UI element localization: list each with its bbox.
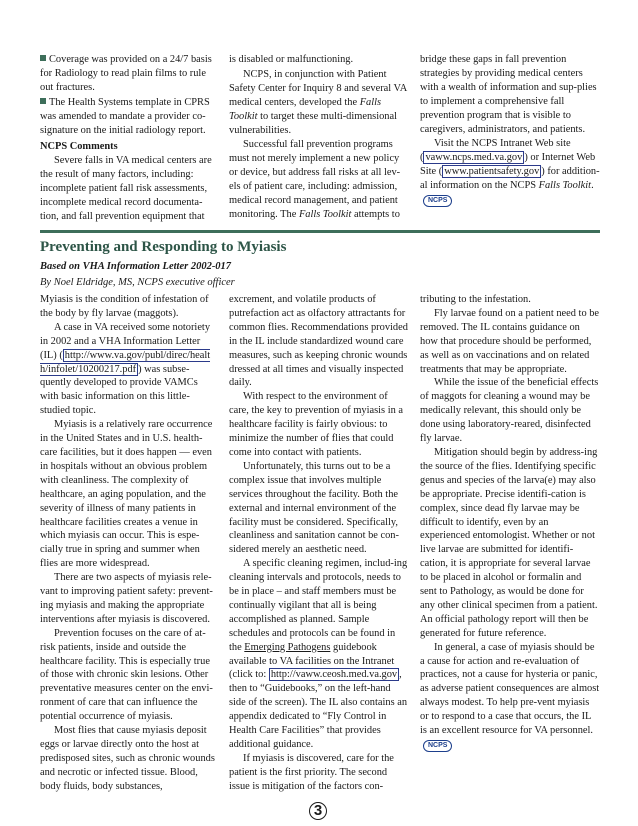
- article-subtitle: Based on VHA Information Letter 2002-017: [40, 261, 232, 272]
- article-column-1: [40, 293, 218, 794]
- top-column-2: [229, 53, 409, 222]
- paragraph: Prevention focuses on the care of at-risk patients, inside and outside the healthcare facility. This is especially true of those with chronic skin lesions. Other preventative measures center on the envi-ronment of care that can influence the potential occurrence of myiasis.: [40, 627, 213, 723]
- paragraph: Severe falls in VA medical centers are the result of many factors, including: incomplete patient fall risk assessments, incomplete medical record documenta-tion, and fall prevention equipment that: [40, 155, 212, 222]
- paragraph: In general, a case of myiasis should be a cause for action and re-evaluation of practices, not a cause for hysteria or panic, as adverse patient consequences are almost always modest. To help pre-vent myiasis or to respond to a case that occurs, the IL is an excellent resource for VA personnel.NCPS: [420, 641, 600, 752]
- page-number: 3: [308, 802, 328, 820]
- article-column-3: [420, 293, 600, 752]
- paragraph: A specific cleaning regimen, includ-ing cleaning intervals and protocols, needs to be in place – and staff members must be continually vigilant that all is being accomplished as planned. Sample schedules and protocols can be found in the Emerging Pathogens guidebook available to VA facilities on the Intranet (click to: http://vaww.ceosh.med.va.gov , then to “Guidebooks,” on the left-hand side of the screen). The IL also contains an appendix dedicated to “Fly Control in Health Care Facilities” that provides additional guidance.: [229, 558, 408, 750]
- ncps-logo-icon: NCPS: [423, 195, 452, 207]
- article-byline: By Noel Eldridge, MS, NCPS executive officer: [40, 277, 235, 288]
- bullet-item: Coverage was provided on a 24/7 basis for Radiology to read plain films to rule out fractures.: [40, 54, 212, 93]
- article-column-2: [229, 293, 409, 794]
- paragraph: Myiasis is a relatively rare occurrence in the United States and in U.S. health-care facilities, but it does happen — even in hospitals without an obvious problem with cleanliness. The complexity of healthcare, an aging population, and the severity of illness of many patients in healthcare facilities creates a venue in which myiasis can occur. This is espe-cially true in spring and summer when flies are more widespread.: [40, 419, 213, 570]
- paragraph: With respect to the environment of care, the key to prevention of myiasis in a healthcare facility is fairly obvious: to minimize the number of flies that could come into contact with patients.: [229, 391, 403, 458]
- paragraph: A case in VA received some notoriety in 2002 and a VHA Information Letter (IL) ( http://www.va.gov/publ/direc/health/infolet/10200217.pdf ) was subse-quently developed to provide VAMCs with basic information on this little-studied topic.: [40, 321, 211, 417]
- article-title: Preventing and Responding to Myiasis: [40, 239, 287, 255]
- paragraph: NCPS, in conjunction with Patient Safety Center for Inquiry 8 and several VA medical centers, developed the Falls Toolkit to target these multi-dimensional vulnerabilities.: [229, 68, 407, 136]
- paragraph: Fly larvae found on a patient need to be removed. The IL contains guidance on how that procedure should be performed, as well as on vaccinations and on related treatments that may be appropriate.: [420, 307, 600, 375]
- bullet-item: The Health Systems template in CPRS was amended to mandate a provider co-signature on the initial radiology report.: [40, 96, 210, 136]
- section-heading: NCPS Comments: [40, 141, 118, 153]
- ncps-logo-icon: NCPS: [423, 740, 452, 752]
- section-divider: [40, 230, 600, 233]
- paragraph: Visit the NCPS Intranet Web site ( vaww.ncps.med.va.gov ) or Internet Web Site ( www.patientsafety.gov ) for addition-al information on the NCPS Falls Toolkit.NCPS: [420, 137, 600, 207]
- paragraph: Most flies that cause myiasis deposit eggs or larvae directly onto the host at predisposed sites, such as chronic wounds and necrotic or infected tissue. Blood, body fluids, body substances,: [40, 725, 215, 792]
- paragraph: is disabled or malfunctioning.: [229, 54, 354, 65]
- paragraph: Successful fall prevention programs must not merely implement a new policy or device, but address fall risks at all lev-els of patient care, including: admission, medical record management, and patient monitoring. The Falls Toolkit attempts to: [229, 139, 401, 220]
- bullet-square-icon: [40, 98, 46, 104]
- paragraph: Unfortunately, this turns out to be a complex issue that involves multiple services throughout the facility. Both the external and internal environment of the facility must be considered. Specifically, cleanliness and sanitation cannot be con-sidered merely an aesthetic need.: [229, 460, 399, 556]
- paragraph: There are two aspects of myiasis rele-vant to improving patient safety: prevent-ing myiasis and making the appropriate interventions after myiasis is discovered.: [40, 572, 213, 625]
- paragraph: bridge these gaps in fall prevention strategies by providing medical centers with a wealth of information and sup-plies to implement a comprehensive fall prevention program that is visible to caregivers, administrators, and patients.: [420, 54, 597, 135]
- top-column-1: [40, 53, 218, 224]
- paragraph: Mitigation should begin by address-ing the source of the flies. Identifying specific genus and species of the larva(e) may also be appropriate. Precise identifi-cation is complex, since dead fly larvae may be difficult to identify, even by an experienced entomologist. Whether or not live larvae are submitted for identifi-cation, it is appropriate for several larvae to be placed in alcohol or formalin and sent to Pathology, as would be done for any other clinical specimen from a patient. An official pathology report will then be generated for future reference.: [420, 446, 598, 639]
- intranet-link[interactable]: vaww.ncps.med.va.gov: [425, 152, 523, 164]
- bullet-square-icon: [40, 55, 46, 61]
- paragraph: tributing to the infestation.: [420, 294, 531, 305]
- internet-link[interactable]: www.patientsafety.gov: [444, 166, 540, 178]
- information-letter-link[interactable]: http://www.va.gov/publ/direc/health/infolet/10200217.pdf: [40, 349, 211, 375]
- paragraph: Myiasis is the condition of infestation of the body by fly larvae (maggots).: [40, 294, 209, 319]
- guidebook-title: Emerging Pathogens: [244, 641, 331, 653]
- paragraph: While the issue of the beneficial effects of maggots for cleaning a wound may be medically relevant, this should only be done using laboratory-reared, disinfected fly larvae.: [420, 377, 599, 445]
- paragraph: If myiasis is discovered, care for the patient is the first priority. The second issue is mitigation of the factors con-: [229, 752, 394, 792]
- ceosh-link[interactable]: http://vaww.ceosh.med.va.gov: [270, 669, 398, 681]
- paragraph: excrement, and volatile products of putrefaction act as olfactory attractants for common flies. Recommendations provided in the IL include standardized wound care measures, such as keeping chronic wounds dressed at all times and visually inspected daily.: [229, 294, 408, 389]
- top-column-3: [420, 53, 600, 207]
